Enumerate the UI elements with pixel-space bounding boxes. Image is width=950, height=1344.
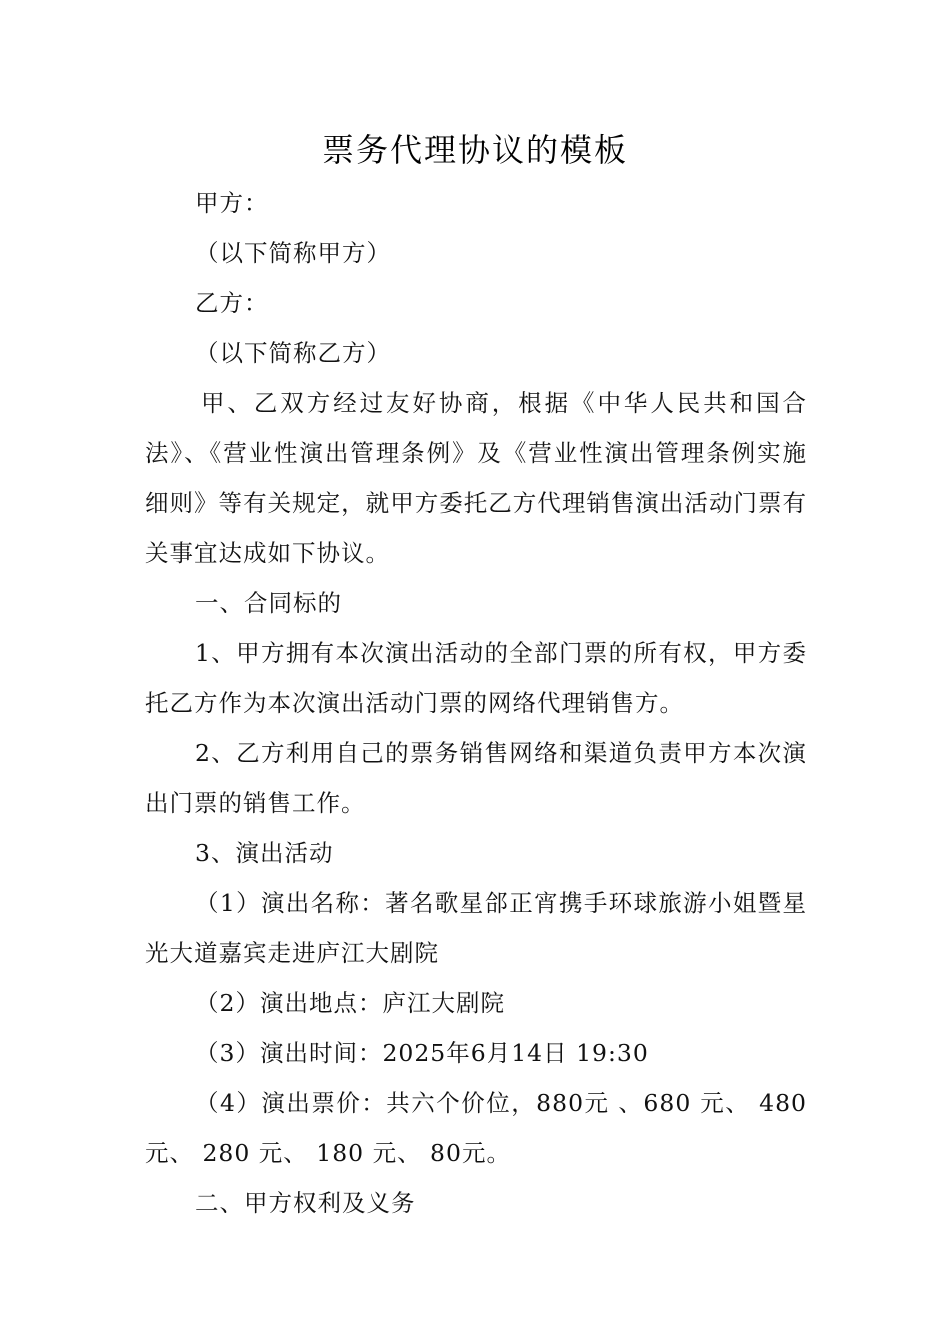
performance-name: （1）演出名称：著名歌星郃正宵携手环球旅游小姐暨星光大道嘉宾走进庐江大剧院 xyxy=(145,889,807,967)
clause-2: 2、乙方利用自己的票务销售网络和渠道负责甲方本次演出门票的销售工作。 xyxy=(145,739,807,817)
preamble-paragraph: 甲、乙双方经过友好协商，根据《中华人民共和国合法》、《营业性演出管理条例》及《营业性演出管理条例实施细则》等有关规定，就甲方委托乙方代理销售演出活动门票有关事宜达成如下协议。 xyxy=(145,389,807,567)
clause-3: 3、演出活动 xyxy=(195,839,334,867)
ticket-prices: （4）演出票价：共六个价位，880元 、680 元、 480元、 280 元、 180 元、 80元。 xyxy=(145,1089,807,1167)
section-heading-2: 二、甲方权利及义务 xyxy=(195,1189,416,1217)
document-title: 票务代理协议的模板 xyxy=(321,131,628,169)
section-heading-1: 一、合同标的 xyxy=(195,589,342,617)
clause-1: 1、甲方拥有本次演出活动的全部门票的所有权，甲方委托乙方作为本次演出活动门票的网络代理销售方。 xyxy=(145,639,807,717)
performance-time: （3）演出时间：2025年6月14日 19:30 xyxy=(195,1039,649,1067)
party-b-label: 乙方： xyxy=(195,289,269,317)
document-body xyxy=(145,178,807,1228)
party-a-note: （以下简称甲方） xyxy=(195,239,391,267)
performance-venue: （2）演出地点：庐江大剧院 xyxy=(195,989,505,1017)
party-b-note: （以下简称乙方） xyxy=(195,339,391,367)
party-a-label: 甲方： xyxy=(195,189,269,217)
